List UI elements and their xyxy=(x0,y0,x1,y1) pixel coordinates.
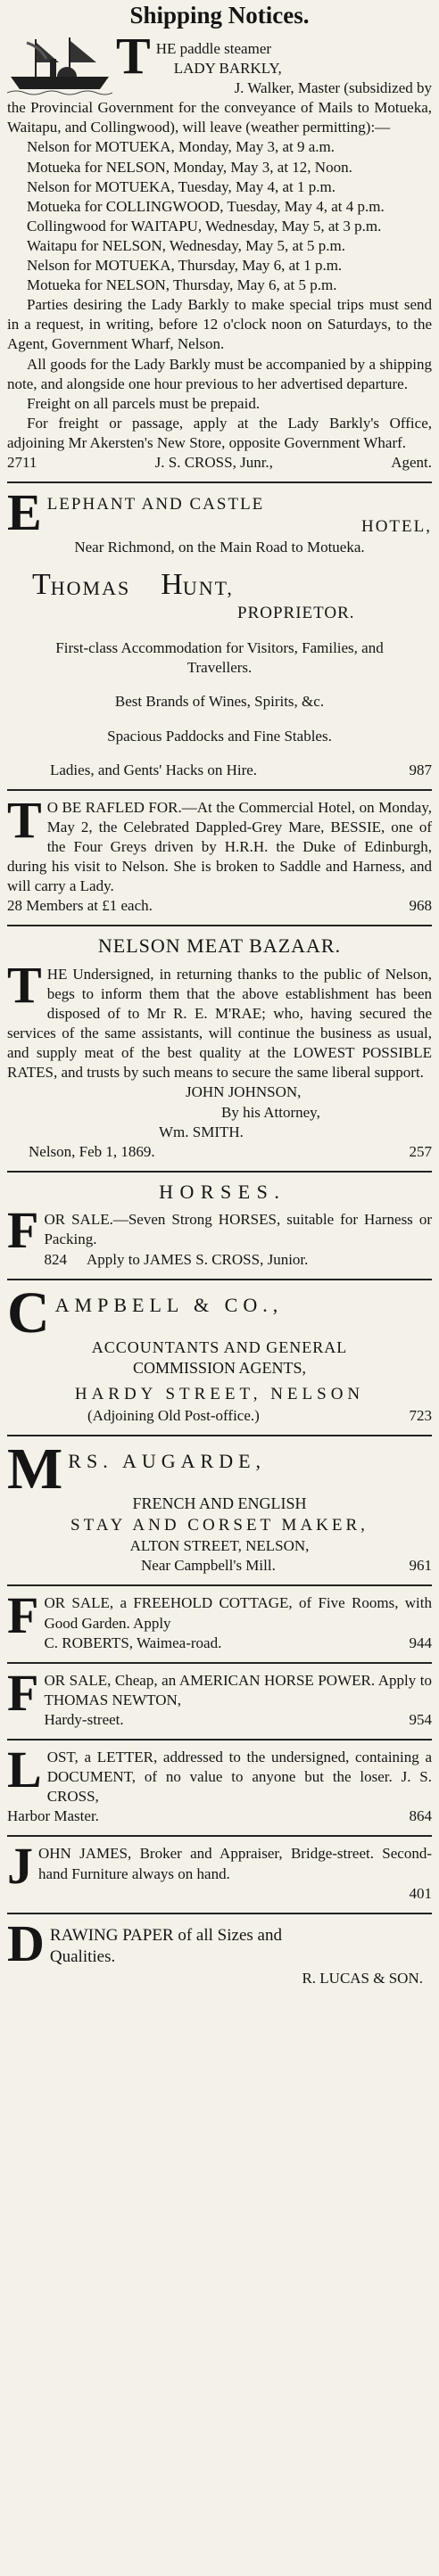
ad-number: 257 xyxy=(409,1142,432,1160)
notice-paragraph: Freight on all parcels must be prepaid. xyxy=(27,394,261,412)
cottage-last: C. ROBERTS, Waimea-road. xyxy=(44,1634,222,1651)
divider xyxy=(7,925,432,926)
meat-text: HE Undersigned, in returning thanks to the public of Nelson, begs to inform them that the above establishment has been disposed of to Mr R. E. M'RAE; who, having secured the services of the same assistants, will continue the business as usual, and supply meat of the best quality at the LOWEST POSSIBLE RATES, and trusts by such means to secure the same liberal support. xyxy=(7,965,432,1082)
dropcap: T xyxy=(7,955,42,1014)
ad-number: 401 xyxy=(409,1884,432,1902)
notice-paragraph: All goods for the Lady Barkly must be accompanied by a shipping note, and alongside one hour previous to her advertised departure. xyxy=(7,355,432,392)
lost-text: OST, a LETTER, addressed to the undersigned, containing a DOCUMENT, of no value to anyone but the loser. J. S. CROSS, xyxy=(46,1749,432,1806)
meat-heading: NELSON MEAT BAZAAR. xyxy=(97,934,342,958)
hotel-line: Spacious Paddocks and Fine Stables. xyxy=(107,727,332,745)
divider xyxy=(7,1584,432,1586)
hotel-heading-2: HOTEL, xyxy=(360,516,432,536)
campbell-heading: AMPBELL & CO., xyxy=(54,1293,284,1316)
steamer-intro: the Provincial Government for the conveyance of Mails to Motueka, Waitapu, and Collingwood), will leave (weather permitting):— xyxy=(7,99,432,136)
steamer-line-1: HE paddle steamer xyxy=(155,40,272,57)
raffle-ad xyxy=(7,790,432,917)
campbell-line: (Adjoining Old Post-office.) xyxy=(87,1407,260,1425)
hotel-line: Best Brands of Wines, Spirits, &c. xyxy=(114,693,325,711)
divider xyxy=(7,1913,432,1914)
ad-number: 824 xyxy=(44,1250,67,1268)
broker-ad xyxy=(7,1837,432,1903)
dropcap: E xyxy=(7,483,42,542)
steamer-name: LADY BARKLY, xyxy=(173,60,282,78)
proprietor-last: UNT, xyxy=(182,576,234,599)
augarde-heading: RS. AUGARDE, xyxy=(68,1450,267,1473)
horse-power-last: Hardy-street. xyxy=(44,1710,124,1728)
cottage-ad xyxy=(7,1586,432,1652)
horses-text: OR SALE.—Seven Strong HORSES, suitable for Harness or Packing. xyxy=(44,1211,432,1248)
notice-paragraph: Parties desiring the Lady Barkly to make special trips must send in a request, in writing, before 12 o'clock noon on Saturdays, to the Agent, Government Wharf, Nelson. xyxy=(7,296,432,353)
divider xyxy=(7,1662,432,1664)
dropcap: M xyxy=(7,1436,63,1502)
augarde-line: Near Campbell's Mill. xyxy=(141,1557,276,1575)
ad-number: 987 xyxy=(409,761,432,778)
dropcap: H xyxy=(161,567,183,601)
meat-date: Nelson, Feb 1, 1869. xyxy=(29,1142,155,1160)
horse-power-ad xyxy=(7,1663,432,1730)
campbell-line: HARDY STREET, NELSON xyxy=(74,1385,365,1404)
schedule-item: Nelson for MOTUEKA, Thursday, May 6, at 1 p.m. xyxy=(27,257,343,275)
meat-signature: By his Attorney, xyxy=(221,1103,320,1121)
hotel-ad xyxy=(7,483,432,780)
ad-number: 954 xyxy=(409,1710,432,1728)
horses-ad xyxy=(7,1180,432,1270)
dropcap: F xyxy=(7,1586,39,1645)
hotel-line: Ladies, and Gents' Hacks on Hire. xyxy=(50,761,258,778)
meat-signature: Wm. SMITH. xyxy=(159,1123,244,1140)
schedule-item: Motueka for NELSON, Thursday, May 6, at 5 p.m. xyxy=(27,276,337,294)
agent-signature: J. S. CROSS, Junr., xyxy=(154,453,273,471)
drawing-paper-ad xyxy=(7,1913,432,1988)
hotel-heading: LEPHANT AND CASTLE xyxy=(46,495,265,514)
horse-power-text: OR SALE, Cheap, an AMERICAN HORSE POWER. Apply to THOMAS NEWTON, xyxy=(44,1671,432,1708)
schedule-item: Collingwood for WAITAPU, Wednesday, May 5, at 3 p.m. xyxy=(27,217,382,235)
lost-last: Harbor Master. xyxy=(7,1807,99,1825)
augarde-ad xyxy=(7,1436,432,1576)
augarde-line: ALTON STREET, NELSON, xyxy=(129,1537,310,1555)
ad-number: 2711 xyxy=(7,453,37,471)
paper-line-1: RAWING PAPER of all Sizes and xyxy=(49,1925,282,1945)
schedule-item: Nelson for MOTUEKA, Monday, May 3, at 9 a.m. xyxy=(27,138,335,156)
ad-number: 968 xyxy=(409,897,432,915)
divider xyxy=(7,1835,432,1837)
horses-heading: H O R S E S . xyxy=(159,1180,280,1203)
divider xyxy=(7,1739,432,1741)
divider xyxy=(7,1435,432,1436)
divider xyxy=(7,789,432,791)
dropcap: T xyxy=(116,27,151,85)
augarde-line: FRENCH AND ENGLISH xyxy=(132,1494,307,1513)
campbell-ad xyxy=(7,1280,432,1427)
dropcap: L xyxy=(7,1741,42,1799)
schedule-item: Nelson for MOTUEKA, Tuesday, May 4, at 1 p.m. xyxy=(27,177,335,195)
steamer-master-line: J. Walker, Master (subsidized by xyxy=(234,79,432,97)
page-title: Shipping Notices. xyxy=(129,2,310,29)
meat-signature: JOHN JOHNSON, xyxy=(186,1083,302,1101)
campbell-line: COMMISSION AGENTS, xyxy=(132,1359,307,1378)
paper-line-2: Qualities. xyxy=(49,1947,116,1967)
raffle-text: O BE RAFLED FOR.—At the Commercial Hotel, on Monday, May 2, the Celebrated Dappled-Grey Mare, BESSIE, one of the Four Greys driven by H.R.H. the Duke of Edinburgh, during his visit to Nelson. She is broken to Saddle and Harness, and will carry a Lady. xyxy=(7,798,432,895)
proprietor-name xyxy=(7,567,432,603)
dropcap: D xyxy=(7,1913,45,1972)
notice-paragraph: For freight or passage, apply at the Lady Barkly's Office, adjoining Mr Akersten's New Store, opposite Government Wharf. xyxy=(7,414,432,451)
dropcap: T xyxy=(7,790,42,849)
ad-number: 944 xyxy=(409,1634,432,1651)
augarde-line: STAY AND CORSET MAKER, xyxy=(70,1515,369,1535)
paper-signature: R. LUCAS & SON. xyxy=(302,1970,423,1988)
hotel-line: First-class Accommodation for Visitors, Families, and Travellers. xyxy=(55,639,384,677)
dropcap: F xyxy=(7,1201,39,1260)
divider xyxy=(7,1279,432,1280)
hotel-location: Near Richmond, on the Main Road to Motueka. xyxy=(74,539,365,556)
ad-number: 723 xyxy=(409,1407,432,1425)
campbell-line: ACCOUNTANTS AND GENERAL xyxy=(91,1337,348,1356)
dropcap: J xyxy=(7,1837,33,1896)
cottage-text: OR SALE, a FREEHOLD COTTAGE, of Five Rooms, with Good Garden. Apply xyxy=(44,1594,432,1632)
agent-role: Agent. xyxy=(391,453,432,471)
divider xyxy=(7,1171,432,1173)
schedule-item: Motueka for COLLINGWOOD, Tuesday, May 4, at 4 p.m. xyxy=(27,197,385,215)
meat-bazaar-ad xyxy=(7,934,432,1162)
schedule-item: Motueka for NELSON, Monday, May 3, at 12, Noon. xyxy=(27,158,352,176)
horses-apply: Apply to JAMES S. CROSS, Junior. xyxy=(86,1250,309,1268)
lost-letter-ad xyxy=(7,1741,432,1826)
proprietor-title: PROPRIETOR. xyxy=(237,603,355,622)
ad-number: 864 xyxy=(409,1807,432,1825)
schedule-item: Waitapu for NELSON, Wednesday, May 5, at 5 p.m. xyxy=(27,236,346,254)
dropcap: C xyxy=(7,1280,50,1346)
paddle-steamer-illustration xyxy=(7,36,112,98)
ad-number: 961 xyxy=(409,1557,432,1575)
steamer-ad xyxy=(7,27,432,473)
divider xyxy=(7,481,432,483)
dropcap: F xyxy=(7,1663,39,1722)
proprietor-first: HOMAS xyxy=(50,576,131,599)
raffle-last-line: 28 Members at £1 each. xyxy=(7,897,153,915)
broker-text: OHN JAMES, Broker and Appraiser, Bridge-street. Second-hand Furniture always on hand. xyxy=(38,1845,432,1882)
dropcap: T xyxy=(32,567,51,601)
schedule-list xyxy=(7,137,432,453)
